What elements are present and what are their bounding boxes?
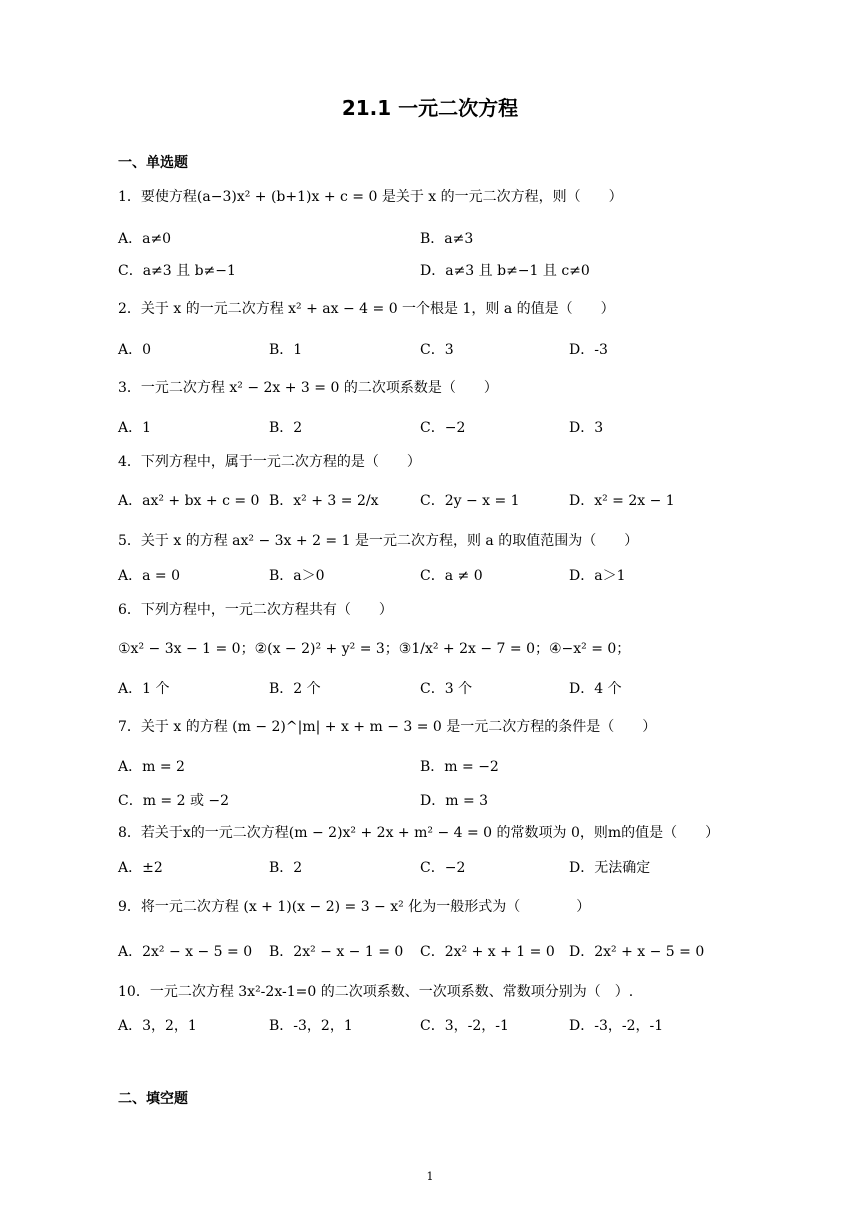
question-10-option-a: A．3，2，1 [118,1018,197,1034]
question-6-option-b: B．2 个 [269,681,321,697]
question-9-stem: 9．将一元二次方程 (x + 1)(x − 2) = 3 − x² 化为一般形式为（ ） [118,899,591,915]
question-1-option-b: B．a≠3 [420,231,474,247]
question-5-option-c: C．a ≠ 0 [420,568,483,584]
question-3-stem: 3．一元二次方程 x² − 2x + 3 = 0 的二次项系数是（ ） [118,380,498,396]
question-8-option-c: C．−2 [420,860,466,876]
question-6-option-c: C．3 个 [420,681,473,697]
page-title: 21.1 一元二次方程 [341,96,519,120]
question-10-stem: 10．一元二次方程 3x²-2x-1=0 的二次项系数、一次项系数、常数项分别为（ ）. [118,984,634,1000]
question-9-option-b: B．2x² − x − 1 = 0 [269,944,404,960]
page-number: 1 [426,1170,434,1183]
question-6-equation-list: ①x² − 3x − 1 = 0；②(x − 2)² + y² = 3；③1/x² + 2x − 7 = 0；④−x² = 0； [118,641,631,657]
question-4-option-b: B．x² + 3 = 2/x [269,493,379,509]
section-heading-fill-blank: 二、填空题 [118,1091,188,1107]
question-8-option-b: B．2 [269,860,303,876]
question-8-stem: 8．若关于x的一元二次方程(m − 2)x² + 2x + m² − 4 = 0 的常数项为 0，则m的值是（ ） [118,825,720,841]
question-6-stem: 6．下列方程中，一元二次方程共有（ ） [118,602,393,618]
question-7-stem: 7．关于 x 的方程 (m − 2)^|m| + x + m − 3 = 0 是一元二次方程的条件是（ ） [118,719,657,735]
question-2-option-a: A．0 [118,342,152,358]
section-heading-single-choice: 一、单选题 [118,155,188,171]
question-3-option-b: B．2 [269,420,303,436]
question-3-option-a: A．1 [118,420,152,436]
question-5-option-b: B．a＞0 [269,568,325,584]
question-9-option-a: A．2x² − x − 5 = 0 [118,944,253,960]
question-5-option-a: A．a = 0 [118,568,180,584]
question-5-option-d: D．a＞1 [569,568,626,584]
question-10-option-b: B．-3，2，1 [269,1018,353,1034]
question-3-option-c: C．−2 [420,420,466,436]
question-1-option-c: C．a≠3 且 b≠−1 [118,263,236,279]
question-8-option-a: A．±2 [118,860,163,876]
question-10-option-c: C．3，-2，-1 [420,1018,509,1034]
question-4-option-c: C．2y − x = 1 [420,493,520,509]
question-6-option-d: D．4 个 [569,681,622,697]
question-7-option-a: A．m = 2 [118,759,185,775]
question-5-stem: 5．关于 x 的方程 ax² − 3x + 2 = 1 是一元二次方程，则 a 的取值范围为（ ） [118,533,639,549]
question-7-option-d: D．m = 3 [420,793,489,809]
question-4-stem: 4．下列方程中，属于一元二次方程的是（ ） [118,454,421,470]
question-7-option-b: B．m = −2 [420,759,499,775]
question-8-option-d: D．无法确定 [569,860,651,876]
question-9-option-c: C．2x² + x + 1 = 0 [420,944,555,960]
question-2-stem: 2．关于 x 的一元二次方程 x² + ax − 4 = 0 一个根是 1，则 a 的值是（ ） [118,301,615,317]
question-3-option-d: D．3 [569,420,604,436]
question-7-option-c: C．m = 2 或 −2 [118,793,230,809]
question-2-option-b: B．1 [269,342,303,358]
question-1-option-d: D．a≠3 且 b≠−1 且 c≠0 [420,263,590,279]
question-1-option-a: A．a≠0 [118,231,172,247]
question-1-stem: 1．要使方程(a−3)x² + (b+1)x + c = 0 是关于 x 的一元二次方程，则（ ） [118,189,623,205]
question-10-option-d: D．-3，-2，-1 [569,1018,664,1034]
question-4-option-d: D．x² = 2x − 1 [569,493,675,509]
question-2-option-c: C．3 [420,342,454,358]
question-4-option-a: A．ax² + bx + c = 0 [118,493,260,509]
question-6-option-a: A．1 个 [118,681,170,697]
question-2-option-d: D．-3 [569,342,608,358]
question-9-option-d: D．2x² + x − 5 = 0 [569,944,705,960]
